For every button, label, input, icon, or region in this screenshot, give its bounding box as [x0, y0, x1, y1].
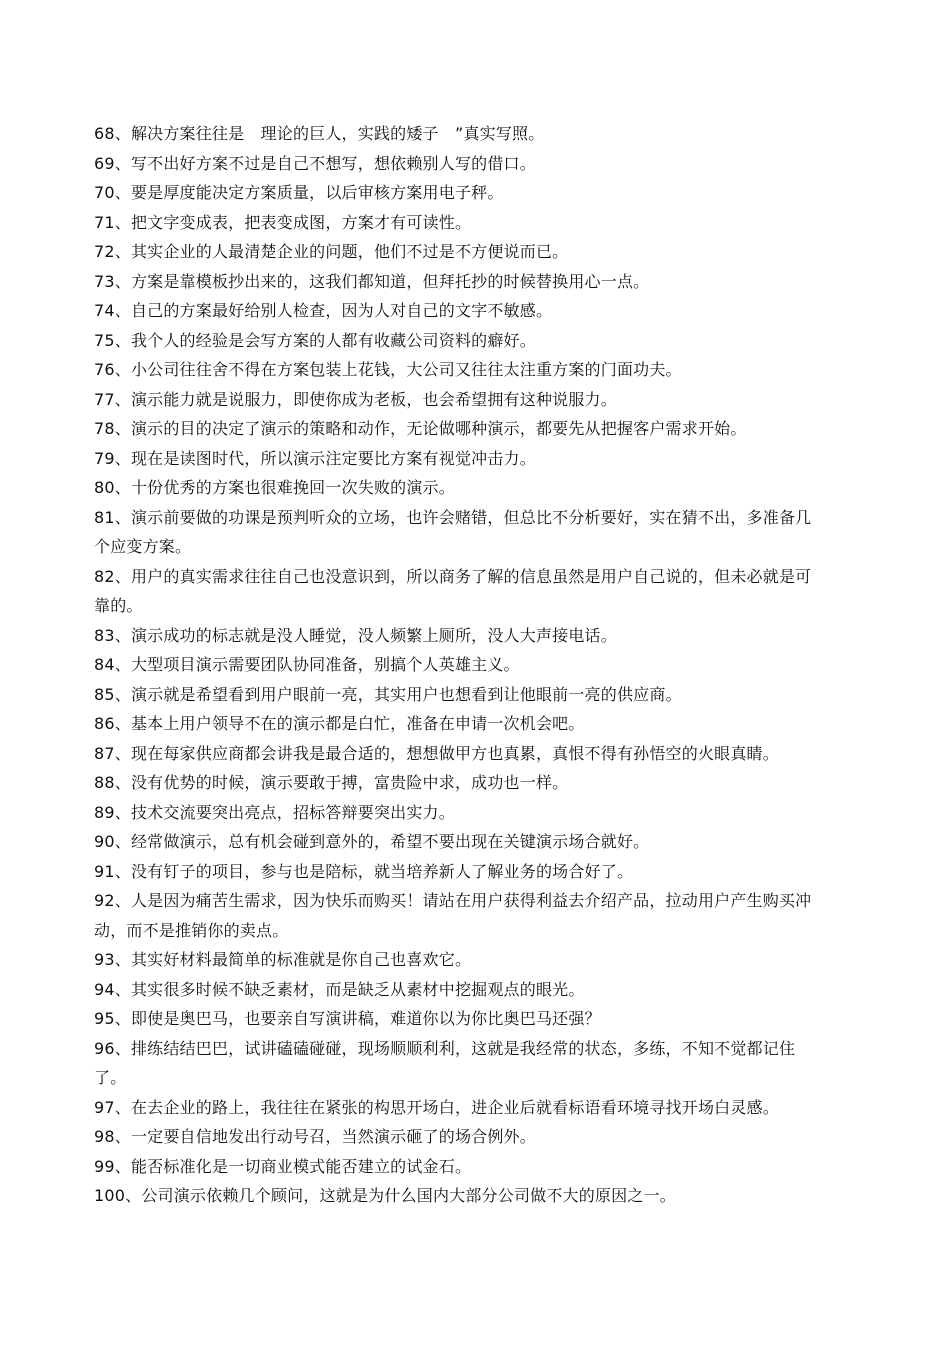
quote-list — [94, 119, 814, 1211]
list-item: 84、大型项目演示需要团队协同准备，别搞个人英雄主义。 — [94, 655, 520, 674]
list-item: 88、没有优势的时候，演示要敢于搏，富贵险中求，成功也一样。 — [94, 773, 569, 792]
list-item: 70、要是厚度能决定方案质量，以后审核方案用电子秤。 — [94, 183, 504, 202]
list-item: 99、能否标准化是一切商业模式能否建立的试金石。 — [94, 1156, 472, 1176]
list-item: 86、基本上用户领导不在的演示都是白忙，准备在申请一次机会吧。 — [94, 714, 585, 733]
list-item: 91、没有钉子的项目，参与也是陪标，就当培养新人了解业务的场合好了。 — [94, 861, 634, 881]
list-item: 81、演示前要做的功课是预判听众的立场，也许会赌错，但总比不分析要好，实在猜不出，多准备几个应变方案。 — [94, 507, 812, 556]
list-item: 73、方案是靠模板抄出来的，这我们都知道，但拜托抄的时候替换用心一点。 — [94, 271, 650, 291]
list-item: 95、即使是奥巴马，也要亲自写演讲稿，难道你以为你比奥巴马还强？ — [94, 1009, 601, 1028]
list-item: 77、演示能力就是说服力，即使你成为老板，也会希望拥有这种说服力。 — [94, 389, 617, 409]
list-item: 82、用户的真实需求往往自己也没意识到，所以商务了解的信息虽然是用户自己说的，但未必就是可靠的。 — [94, 566, 812, 615]
list-item: 83、演示成功的标志就是没人睡觉，没人频繁上厕所，没人大声接电话。 — [94, 625, 617, 645]
list-item: 90、经常做演示，总有机会碰到意外的，希望不要出现在关键演示场合就好。 — [94, 832, 650, 851]
list-item: 96、排练结结巴巴，试讲磕磕碰碰，现场顺顺利利，这就是我经常的状态，多练，不知不觉都记住了。 — [94, 1038, 796, 1087]
list-item: 75、我个人的经验是会写方案的人都有收藏公司资料的癖好。 — [94, 330, 536, 350]
list-item: 89、技术交流要突出亮点，招标答辩要突出实力。 — [94, 802, 455, 822]
list-item: 97、在去企业的路上，我往往在紧张的构思开场白，进企业后就看标语看环境寻找开场白灵感。 — [94, 1097, 779, 1117]
list-item: 69、写不出好方案不过是自己不想写，想依赖别人写的借口。 — [94, 153, 536, 173]
list-item: 80、十份优秀的方案也很难挽回一次失败的演示。 — [94, 478, 455, 497]
list-item: 76、小公司往往舍不得在方案包装上花钱，大公司又往往太注重方案的门面功夫。 — [94, 360, 682, 379]
list-item: 93、其实好材料最简单的标准就是你自己也喜欢它。 — [94, 950, 472, 969]
list-item: 79、现在是读图时代，所以演示注定要比方案有视觉冲击力。 — [94, 448, 536, 468]
list-item: 94、其实很多时候不缺乏素材，而是缺乏从素材中挖掘观点的眼光。 — [94, 979, 585, 999]
list-item: 74、自己的方案最好给别人检查，因为人对自己的文字不敏感。 — [94, 301, 553, 320]
list-item: 68、解决方案往往是 理论的巨人，实践的矮子 ”真实写照。 — [94, 124, 545, 143]
list-item: 85、演示就是希望看到用户眼前一亮，其实用户也想看到让他眼前一亮的供应商。 — [94, 684, 682, 704]
list-item: 71、把文字变成表，把表变成图，方案才有可读性。 — [94, 212, 472, 232]
list-item: 100、公司演示依赖几个顾问，这就是为什么国内大部分公司做不大的原因之一。 — [94, 1186, 676, 1205]
list-item: 87、现在每家供应商都会讲我是最合适的，想想做甲方也真累，真恨不得有孙悟空的火眼真睛。 — [94, 743, 779, 763]
list-item: 78、演示的目的决定了演示的策略和动作，无论做哪种演示，都要先从把握客户需求开始。 — [94, 419, 747, 438]
list-item: 72、其实企业的人最清楚企业的问题，他们不过是不方便说而已。 — [94, 242, 569, 261]
list-item: 92、人是因为痛苦生需求，因为快乐而购买！请站在用户获得利益去介绍产品，拉动用户产生购买冲动，而不是推销你的卖点。 — [94, 891, 812, 940]
list-item: 98、一定要自信地发出行动号召，当然演示砸了的场合例外。 — [94, 1127, 536, 1146]
